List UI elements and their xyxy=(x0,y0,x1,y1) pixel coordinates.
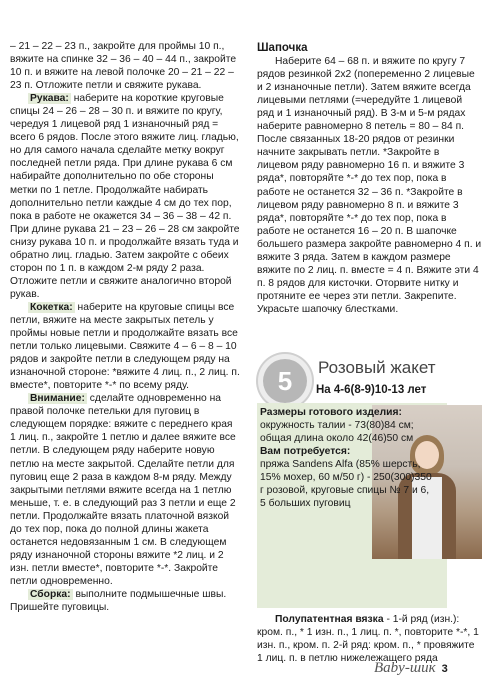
sizes-block xyxy=(260,406,432,510)
materials-heading: Вам потребуется: xyxy=(260,446,351,457)
left-column xyxy=(10,40,240,614)
assembly-text: выполните подмышечные швы. Пришейте пуговицы. xyxy=(10,588,227,614)
yoke-text: наберите на круговые спицы все петли, вяжите на месте закрытых петель у проймы новые петли и продолжайте вязать все петли только лицевыми. Свяжите 4 – 6 – 8 – 10 рядов и закройте петли в следующем ряду на изнаночной стороне: *вяжите 4 лиц. п., 2 лиц. п. вместе*, повторите *-* по всему ряду. xyxy=(10,301,240,392)
sleeves-section xyxy=(10,92,240,301)
pattern-heading: Полупатентная вязка xyxy=(275,614,384,625)
yoke-heading: Кокетка: xyxy=(30,301,73,313)
magazine-logo: Baby-шик xyxy=(374,660,436,676)
sleeves-heading: Рукава: xyxy=(30,93,69,105)
pattern-text: - 1-й ряд (изн.): кром. п., * 1 изн. п., 1 лиц. п. *, повторите *-*, 1 изн. п., кром. п. 2-й ряд: кром. п., * провяжите 1 лиц. п. в петлю нижележащего ряда xyxy=(257,614,479,665)
pattern-number-badge xyxy=(258,354,312,408)
materials-text: пряжа Sandens Alfa (85% шерсть, 15% мохер, 60 м/50 г) - 250(300)350 г розовой, круговые спицы № 7 и 6, 5 больших пуговиц xyxy=(260,459,432,509)
footer xyxy=(374,660,448,677)
right-column xyxy=(257,42,482,316)
assembly-heading: Сборка: xyxy=(30,588,71,600)
pattern-number: 5 xyxy=(263,359,307,403)
attention-section xyxy=(10,392,240,588)
continuation-paragraph: – 21 – 22 – 23 п., закройте для проймы 10 п., вяжите на спинке 32 – 36 – 40 – 44 п., закройте 10 п. и вяжите на левой полочке 20 – 21 – 22 – 23 п. Отложите петли и свяжите рукава. xyxy=(10,41,237,92)
pattern-stitch-section xyxy=(257,613,482,665)
sleeves-text: наберите на короткие круговые спицы 24 – 26 – 28 – 30 п. и вяжите по кругу, чередуя 1 лицевой ряд 1 изнаночный ряд = всего 6 рядов. После этого вяжите лиц. гладью, но для самого начала сделайте метку вокруг последней петли ряда. При длине рукава 6 см набирайте дополнительно по обе стороны метки по 1 петле. Продолжайте набирать дополнительно петли каждые 4 см до тех пор, пока в работе не окажется 34 – 36 – 38 – 42 п. При длине рукава 21 – 23 – 26 – 28 см закройте снизу рукава 10 п. и продолжайте вязать туда и обратно лиц. гладью. Затем закройте с обеих сторон по 1 п. в каждом 2-м ряду 2 раза. Отложите петли и свяжите аналогично второй рукав. xyxy=(10,93,240,300)
assembly-section xyxy=(10,588,240,614)
age-range: На 4-6(8-9)10-13 лет xyxy=(316,384,427,396)
page-number: 3 xyxy=(441,663,448,675)
hat-text: Наберите 64 – 68 п. и вяжите по кругу 7 рядов резинкой 2x2 (попеременно 2 лицевые и 2 изнаночные петли). Затем вяжите всегда лицевыми петлями (=чередуйте 1 лицевой ряд и 1 изнаночный ряд). В 3-м и 5-м рядах наберите равномерно 8 петель = 80 – 84 п. После связанных 18-20 рядов от резинки начните закрывать петли. *Закройте в лицевом ряду равномерно 16 п. и вяжите 3 ряда*, повторяйте *-* до тех пор, пока в работе не останется 32 – 36 п. *Закройте в лицевом ряду равномерно 8 п. и вяжите 3 ряда*, повторяйте *-* до тех пор, пока в работе не останется 16 – 20 п. В шапочке большего размера закройте равномерно 4 п. и вяжите 3 ряда. Затем в каждом размере вяжите по 2 лиц. п. вместе = 4 п. Вяжите эти 4 п. 8 рядов для кисточки. Оторвите нитку и протяните ее через эти петли. Закрепите. Украсьте шапочку блестками. xyxy=(257,56,482,315)
pattern-title: Розовый жакет xyxy=(318,358,436,377)
attention-text: сделайте одновременно на правой полочке петельки для пуговиц в следующем порядке: вяжите с переднего края 1 лиц. п., закройте 1 петлю и далее вяжите все петли. В следующем ряду наберите новую петлю на месте закрытой. Сделайте петли для пуговиц еще 2 раза в каждом 8-м ряду. Между закрытыми петлями вяжите всегда на 1 петлю меньше, т. е. в следующий раз 3 петли и еще 2 петли. Продолжайте вязать платочной вязкой до тех пор, пока до полной длины жакета останется недовязанным 1 см. В следующем ряду изнаночной стороны вяжите *2 лиц. и 2 изн. петли вместе*, повторите *-*. Закройте петли одновременно. xyxy=(10,393,236,587)
sizes-heading: Размеры готового изделия: xyxy=(260,407,402,418)
sizes-text: окружность талии - 73(80)84 см; общая длина около 42(46)50 см xyxy=(260,420,414,444)
hat-heading: Шапочка xyxy=(257,42,308,54)
attention-heading: Внимание: xyxy=(30,393,85,405)
yoke-section xyxy=(10,301,240,392)
